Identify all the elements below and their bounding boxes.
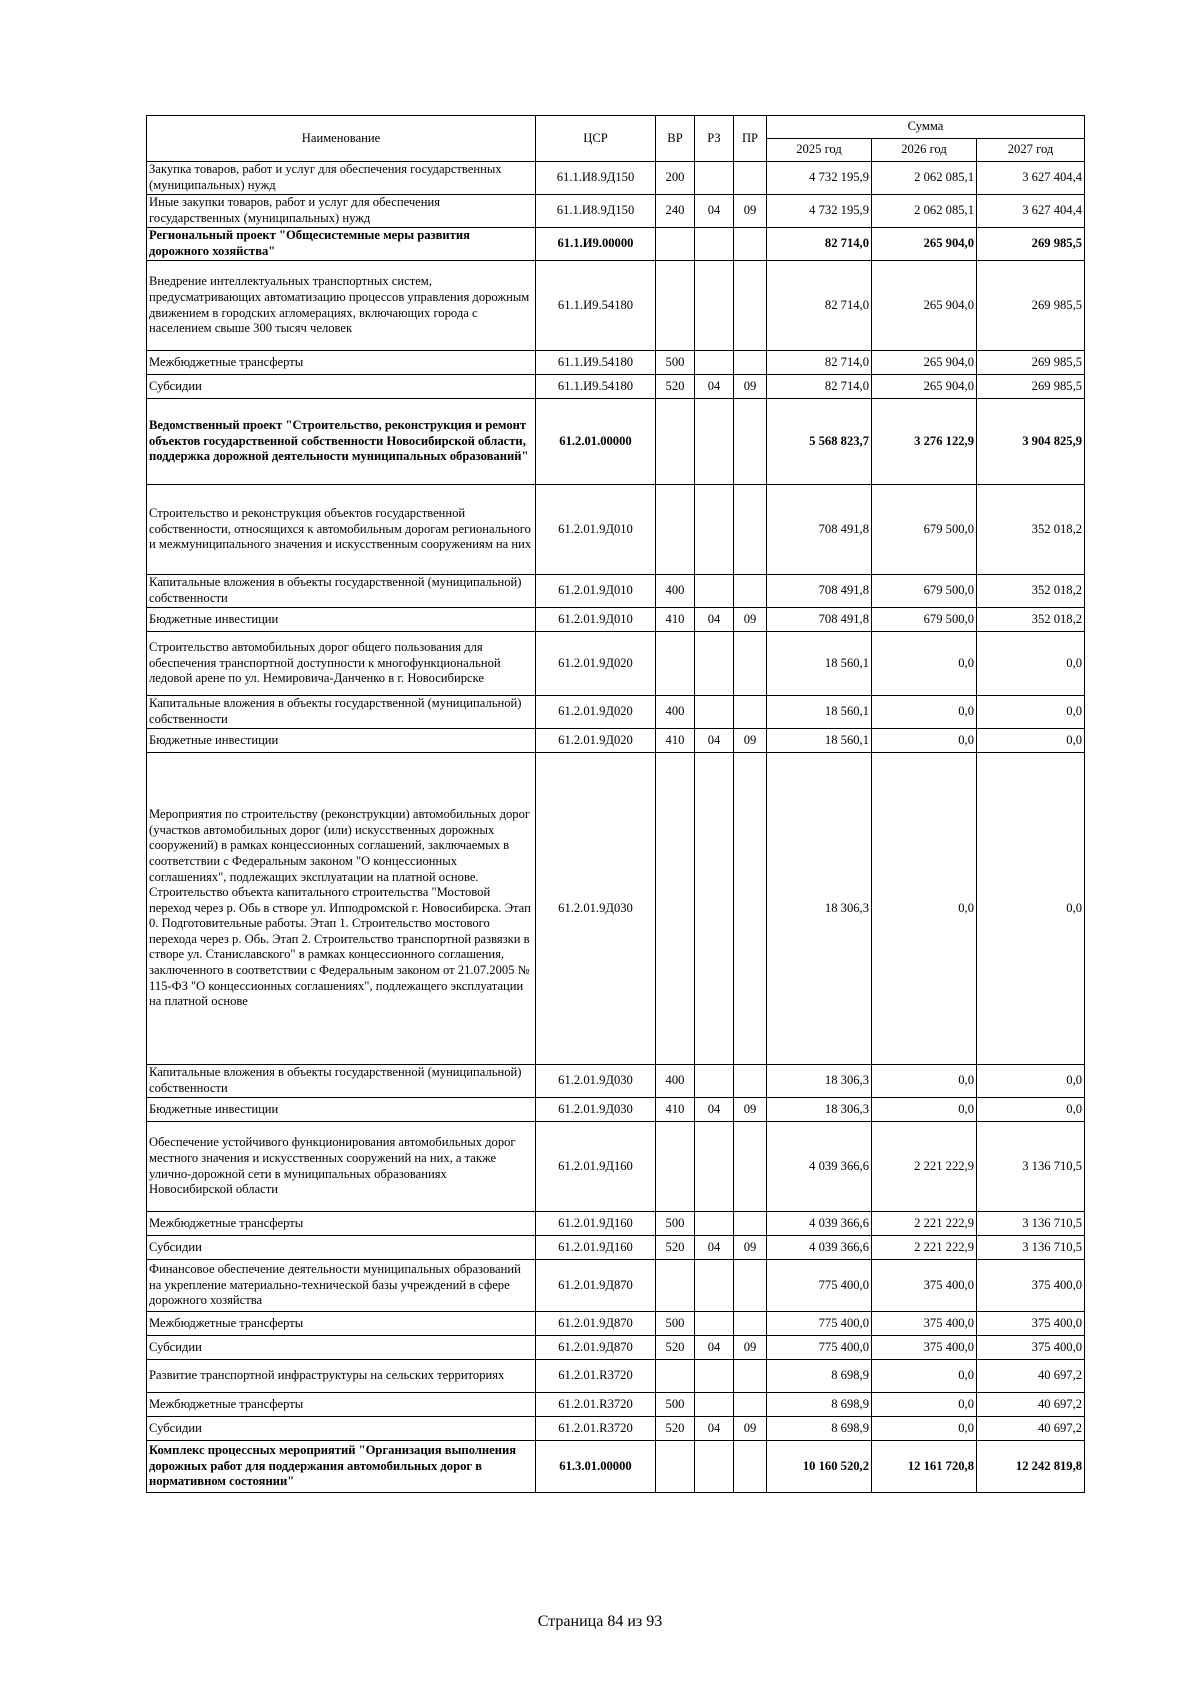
table-row — [147, 261, 1085, 351]
header-year-2025: 2025 год — [767, 139, 872, 162]
cell-rz: 04 — [695, 1336, 734, 1360]
header-sum: Сумма — [767, 116, 1085, 139]
table-row — [147, 1360, 1085, 1393]
cell-2026: 2 221 222,9 — [872, 1212, 977, 1236]
cell-csr: 61.1.И8.9Д150 — [536, 195, 656, 228]
cell-2026: 375 400,0 — [872, 1336, 977, 1360]
cell-name: Капитальные вложения в объекты государственной (муниципальной) собственности — [147, 575, 536, 608]
cell-csr: 61.3.01.00000 — [536, 1441, 656, 1493]
cell-2026: 0,0 — [872, 1360, 977, 1393]
cell-2025: 82 714,0 — [767, 228, 872, 261]
cell-rz — [695, 485, 734, 575]
cell-2026: 2 221 222,9 — [872, 1236, 977, 1260]
cell-2027: 375 400,0 — [977, 1260, 1085, 1312]
header-vr: ВР — [656, 116, 695, 162]
cell-name: Строительство и реконструкция объектов государственной собственности, относящихся к автомобильным дорогам регионального и межмуниципального значения и искусственным сооружениям на них — [147, 485, 536, 575]
cell-2027: 3 136 710,5 — [977, 1122, 1085, 1212]
cell-pr — [734, 632, 767, 696]
cell-vr: 410 — [656, 608, 695, 632]
table-row — [147, 162, 1085, 195]
cell-2027: 40 697,2 — [977, 1393, 1085, 1417]
budget-table — [146, 115, 1085, 1493]
cell-name: Внедрение интеллектуальных транспортных систем, предусматривающих автоматизацию процессов управления дорожным движением в городских агломерациях, включающих города с населением свыше 300 тысяч человек — [147, 261, 536, 351]
cell-csr: 61.2.01.9Д160 — [536, 1236, 656, 1260]
cell-pr: 09 — [734, 1417, 767, 1441]
cell-vr: 520 — [656, 1417, 695, 1441]
cell-name: Субсидии — [147, 1417, 536, 1441]
table-row — [147, 351, 1085, 375]
cell-2027: 3 136 710,5 — [977, 1212, 1085, 1236]
cell-csr: 61.1.И8.9Д150 — [536, 162, 656, 195]
cell-rz — [695, 1122, 734, 1212]
cell-vr: 400 — [656, 575, 695, 608]
cell-2027: 40 697,2 — [977, 1360, 1085, 1393]
cell-rz — [695, 1393, 734, 1417]
cell-csr: 61.2.01.9Д030 — [536, 1065, 656, 1098]
header-csr: ЦСР — [536, 116, 656, 162]
cell-2027: 0,0 — [977, 632, 1085, 696]
table-row — [147, 1260, 1085, 1312]
cell-name: Межбюджетные трансферты — [147, 1312, 536, 1336]
cell-2025: 775 400,0 — [767, 1336, 872, 1360]
cell-name: Ведомственный проект "Строительство, реконструкция и ремонт объектов государственной собственности Новосибирской области, поддержка дорожной деятельности муниципальных образований" — [147, 399, 536, 485]
header-pr: ПР — [734, 116, 767, 162]
cell-vr — [656, 1360, 695, 1393]
cell-2027: 3 627 404,4 — [977, 162, 1085, 195]
cell-csr: 61.2.01.9Д870 — [536, 1260, 656, 1312]
cell-2026: 0,0 — [872, 1065, 977, 1098]
cell-pr: 09 — [734, 195, 767, 228]
cell-2025: 4 732 195,9 — [767, 195, 872, 228]
cell-pr — [734, 351, 767, 375]
table-row — [147, 1065, 1085, 1098]
cell-csr: 61.2.01.00000 — [536, 399, 656, 485]
cell-2026: 12 161 720,8 — [872, 1441, 977, 1493]
cell-2025: 775 400,0 — [767, 1312, 872, 1336]
cell-2026: 265 904,0 — [872, 228, 977, 261]
cell-2027: 352 018,2 — [977, 608, 1085, 632]
table-row — [147, 375, 1085, 399]
cell-name: Бюджетные инвестиции — [147, 729, 536, 753]
cell-rz — [695, 1360, 734, 1393]
cell-2025: 18 306,3 — [767, 753, 872, 1065]
cell-2026: 0,0 — [872, 1417, 977, 1441]
cell-csr: 61.2.01.9Д160 — [536, 1212, 656, 1236]
cell-vr — [656, 1122, 695, 1212]
cell-pr — [734, 485, 767, 575]
cell-rz — [695, 351, 734, 375]
cell-name: Иные закупки товаров, работ и услуг для обеспечения государственных (муниципальных) нужд — [147, 195, 536, 228]
cell-csr: 61.1.И9.54180 — [536, 261, 656, 351]
cell-csr: 61.2.01.9Д030 — [536, 1098, 656, 1122]
cell-2026: 2 062 085,1 — [872, 195, 977, 228]
cell-name: Закупка товаров, работ и услуг для обеспечения государственных (муниципальных) нужд — [147, 162, 536, 195]
cell-pr — [734, 261, 767, 351]
cell-vr: 500 — [656, 351, 695, 375]
cell-name: Бюджетные инвестиции — [147, 608, 536, 632]
cell-vr — [656, 1260, 695, 1312]
cell-vr — [656, 753, 695, 1065]
cell-2025: 18 560,1 — [767, 729, 872, 753]
cell-vr: 500 — [656, 1312, 695, 1336]
cell-name: Капитальные вложения в объекты государственной (муниципальной) собственности — [147, 696, 536, 729]
cell-name: Капитальные вложения в объекты государственной (муниципальной) собственности — [147, 1065, 536, 1098]
cell-vr: 400 — [656, 696, 695, 729]
cell-2027: 3 627 404,4 — [977, 195, 1085, 228]
cell-2025: 8 698,9 — [767, 1360, 872, 1393]
cell-2027: 352 018,2 — [977, 485, 1085, 575]
cell-name: Мероприятия по строительству (реконструкции) автомобильных дорог (участков автомобильных дорог (или) искусственных дорожных сооружений) в рамках концессионных соглашений, заключаемых в соответствии с Федеральным законом "О концессионных соглашениях", подлежащих эксплуатации на платной основе. Строительство объекта капитального строительства "Мостовой переход через р. Обь в створе ул. Ипподромской г. Новосибирска. Этап 0. Подготовительные работы. Этап 1. Строительство мостового перехода через р. Обь. Этап 2. Строительство транспортной развязки в створе ул. Станиславского" в рамках концессионного соглашения, заключенного в соответствии с Федеральным законом от 21.07.2005 № 115-ФЗ "О концессионных соглашениях", подлежащего эксплуатации на платной основе — [147, 753, 536, 1065]
cell-name: Субсидии — [147, 375, 536, 399]
cell-2025: 18 560,1 — [767, 632, 872, 696]
table-row — [147, 1393, 1085, 1417]
cell-pr: 09 — [734, 1336, 767, 1360]
cell-csr: 61.2.01.R3720 — [536, 1393, 656, 1417]
table-row — [147, 632, 1085, 696]
header-name: Наименование — [147, 116, 536, 162]
cell-csr: 61.2.01.9Д870 — [536, 1336, 656, 1360]
cell-2025: 708 491,8 — [767, 608, 872, 632]
table-row — [147, 608, 1085, 632]
cell-2026: 265 904,0 — [872, 261, 977, 351]
table-row — [147, 1417, 1085, 1441]
cell-2027: 0,0 — [977, 753, 1085, 1065]
cell-rz — [695, 261, 734, 351]
cell-pr — [734, 228, 767, 261]
cell-csr: 61.2.01.9Д010 — [536, 575, 656, 608]
table-row — [147, 195, 1085, 228]
table-body — [147, 162, 1085, 1493]
table-row — [147, 228, 1085, 261]
header-year-2027: 2027 год — [977, 139, 1085, 162]
cell-pr — [734, 1122, 767, 1212]
cell-2027: 269 985,5 — [977, 351, 1085, 375]
cell-2026: 679 500,0 — [872, 575, 977, 608]
header-year-2026: 2026 год — [872, 139, 977, 162]
cell-rz — [695, 1312, 734, 1336]
cell-2025: 708 491,8 — [767, 485, 872, 575]
cell-pr: 09 — [734, 1098, 767, 1122]
cell-name: Межбюджетные трансферты — [147, 1212, 536, 1236]
cell-rz: 04 — [695, 375, 734, 399]
cell-2025: 4 039 366,6 — [767, 1212, 872, 1236]
cell-2025: 8 698,9 — [767, 1417, 872, 1441]
cell-2026: 375 400,0 — [872, 1312, 977, 1336]
cell-rz — [695, 1065, 734, 1098]
cell-vr — [656, 228, 695, 261]
cell-2026: 0,0 — [872, 1098, 977, 1122]
cell-rz — [695, 575, 734, 608]
cell-name: Межбюджетные трансферты — [147, 351, 536, 375]
cell-2025: 5 568 823,7 — [767, 399, 872, 485]
cell-2027: 269 985,5 — [977, 261, 1085, 351]
cell-rz: 04 — [695, 1417, 734, 1441]
cell-2027: 269 985,5 — [977, 228, 1085, 261]
cell-pr — [734, 1441, 767, 1493]
cell-rz — [695, 753, 734, 1065]
cell-2025: 775 400,0 — [767, 1260, 872, 1312]
cell-vr: 400 — [656, 1065, 695, 1098]
cell-2026: 265 904,0 — [872, 351, 977, 375]
cell-csr: 61.2.01.9Д160 — [536, 1122, 656, 1212]
cell-csr: 61.1.И9.00000 — [536, 228, 656, 261]
cell-2025: 18 560,1 — [767, 696, 872, 729]
cell-rz — [695, 399, 734, 485]
table-row — [147, 1312, 1085, 1336]
cell-pr: 09 — [734, 729, 767, 753]
cell-pr — [734, 1312, 767, 1336]
cell-pr — [734, 399, 767, 485]
cell-vr — [656, 632, 695, 696]
cell-name: Обеспечение устойчивого функционирования автомобильных дорог местного значения и искусственных сооружений на них, а также улично-дорожной сети в муниципальных образованиях Новосибирской области — [147, 1122, 536, 1212]
table-row — [147, 1236, 1085, 1260]
cell-rz: 04 — [695, 729, 734, 753]
cell-2027: 40 697,2 — [977, 1417, 1085, 1441]
table-row — [147, 399, 1085, 485]
cell-csr: 61.2.01.9Д020 — [536, 696, 656, 729]
cell-name: Финансовое обеспечение деятельности муниципальных образований на укрепление материально-технической базы учреждений в сфере дорожного хозяйства — [147, 1260, 536, 1312]
cell-2026: 0,0 — [872, 729, 977, 753]
cell-2027: 3 136 710,5 — [977, 1236, 1085, 1260]
cell-csr: 61.2.01.9Д870 — [536, 1312, 656, 1336]
cell-pr — [734, 1393, 767, 1417]
cell-vr: 200 — [656, 162, 695, 195]
cell-vr — [656, 399, 695, 485]
cell-pr — [734, 575, 767, 608]
cell-name: Строительство автомобильных дорог общего пользования для обеспечения транспортной доступности к многофункциональной ледовой арене по ул. Немировича-Данченко в г. Новосибирске — [147, 632, 536, 696]
cell-2027: 0,0 — [977, 1065, 1085, 1098]
cell-rz — [695, 1212, 734, 1236]
table-row — [147, 1212, 1085, 1236]
table-row — [147, 1441, 1085, 1493]
cell-csr: 61.2.01.9Д020 — [536, 632, 656, 696]
table-row — [147, 575, 1085, 608]
cell-pr — [734, 696, 767, 729]
cell-2026: 679 500,0 — [872, 485, 977, 575]
cell-pr — [734, 162, 767, 195]
cell-rz — [695, 632, 734, 696]
cell-name: Субсидии — [147, 1236, 536, 1260]
cell-vr: 240 — [656, 195, 695, 228]
cell-rz — [695, 162, 734, 195]
cell-2027: 375 400,0 — [977, 1312, 1085, 1336]
cell-2025: 82 714,0 — [767, 261, 872, 351]
cell-csr: 61.2.01.R3720 — [536, 1360, 656, 1393]
cell-csr: 61.2.01.R3720 — [536, 1417, 656, 1441]
page-number: Страница 84 из 93 — [537, 1613, 663, 1630]
cell-2025: 18 306,3 — [767, 1098, 872, 1122]
cell-pr — [734, 1260, 767, 1312]
cell-name: Развитие транспортной инфраструктуры на сельских территориях — [147, 1360, 536, 1393]
cell-vr: 520 — [656, 1336, 695, 1360]
cell-vr — [656, 261, 695, 351]
cell-2025: 708 491,8 — [767, 575, 872, 608]
cell-pr — [734, 1065, 767, 1098]
cell-csr: 61.1.И9.54180 — [536, 375, 656, 399]
cell-2025: 10 160 520,2 — [767, 1441, 872, 1493]
cell-2025: 82 714,0 — [767, 351, 872, 375]
table-row — [147, 729, 1085, 753]
cell-csr: 61.2.01.9Д020 — [536, 729, 656, 753]
table-row — [147, 485, 1085, 575]
cell-pr: 09 — [734, 1236, 767, 1260]
cell-2026: 375 400,0 — [872, 1260, 977, 1312]
cell-name: Бюджетные инвестиции — [147, 1098, 536, 1122]
cell-2027: 352 018,2 — [977, 575, 1085, 608]
cell-2027: 375 400,0 — [977, 1336, 1085, 1360]
cell-rz: 04 — [695, 195, 734, 228]
cell-csr: 61.1.И9.54180 — [536, 351, 656, 375]
table-row — [147, 753, 1085, 1065]
cell-2027: 0,0 — [977, 729, 1085, 753]
cell-name: Комплекс процессных мероприятий "Организация выполнения дорожных работ для поддержания автомобильных дорог в нормативном состоянии" — [147, 1441, 536, 1493]
table-row — [147, 696, 1085, 729]
cell-pr: 09 — [734, 608, 767, 632]
cell-2027: 12 242 819,8 — [977, 1441, 1085, 1493]
cell-2025: 4 732 195,9 — [767, 162, 872, 195]
cell-2027: 3 904 825,9 — [977, 399, 1085, 485]
cell-vr: 520 — [656, 375, 695, 399]
cell-2027: 0,0 — [977, 1098, 1085, 1122]
table-row — [147, 1098, 1085, 1122]
cell-vr: 500 — [656, 1393, 695, 1417]
cell-2027: 269 985,5 — [977, 375, 1085, 399]
cell-2025: 8 698,9 — [767, 1393, 872, 1417]
cell-vr: 410 — [656, 729, 695, 753]
cell-rz: 04 — [695, 1098, 734, 1122]
cell-rz: 04 — [695, 608, 734, 632]
cell-2027: 0,0 — [977, 696, 1085, 729]
cell-rz — [695, 1441, 734, 1493]
cell-csr: 61.2.01.9Д010 — [536, 485, 656, 575]
cell-vr: 520 — [656, 1236, 695, 1260]
cell-vr — [656, 1441, 695, 1493]
cell-vr: 500 — [656, 1212, 695, 1236]
table-row — [147, 1122, 1085, 1212]
cell-2026: 0,0 — [872, 1393, 977, 1417]
cell-pr — [734, 753, 767, 1065]
cell-2026: 679 500,0 — [872, 608, 977, 632]
cell-rz — [695, 696, 734, 729]
cell-name: Межбюджетные трансферты — [147, 1393, 536, 1417]
table-row — [147, 1336, 1085, 1360]
table-header — [147, 116, 1085, 162]
cell-2026: 0,0 — [872, 696, 977, 729]
cell-2026: 0,0 — [872, 632, 977, 696]
cell-2026: 2 062 085,1 — [872, 162, 977, 195]
cell-rz: 04 — [695, 1236, 734, 1260]
cell-2025: 4 039 366,6 — [767, 1236, 872, 1260]
cell-2026: 265 904,0 — [872, 375, 977, 399]
cell-name: Региональный проект "Общесистемные меры развития дорожного хозяйства" — [147, 228, 536, 261]
cell-2025: 82 714,0 — [767, 375, 872, 399]
cell-name: Субсидии — [147, 1336, 536, 1360]
cell-pr — [734, 1360, 767, 1393]
cell-pr — [734, 1212, 767, 1236]
cell-csr: 61.2.01.9Д030 — [536, 753, 656, 1065]
cell-vr — [656, 485, 695, 575]
cell-rz — [695, 1260, 734, 1312]
cell-2026: 3 276 122,9 — [872, 399, 977, 485]
cell-2026: 0,0 — [872, 753, 977, 1065]
cell-rz — [695, 228, 734, 261]
cell-2026: 2 221 222,9 — [872, 1122, 977, 1212]
header-rz: РЗ — [695, 116, 734, 162]
cell-2025: 4 039 366,6 — [767, 1122, 872, 1212]
cell-vr: 410 — [656, 1098, 695, 1122]
cell-csr: 61.2.01.9Д010 — [536, 608, 656, 632]
cell-2025: 18 306,3 — [767, 1065, 872, 1098]
cell-pr: 09 — [734, 375, 767, 399]
